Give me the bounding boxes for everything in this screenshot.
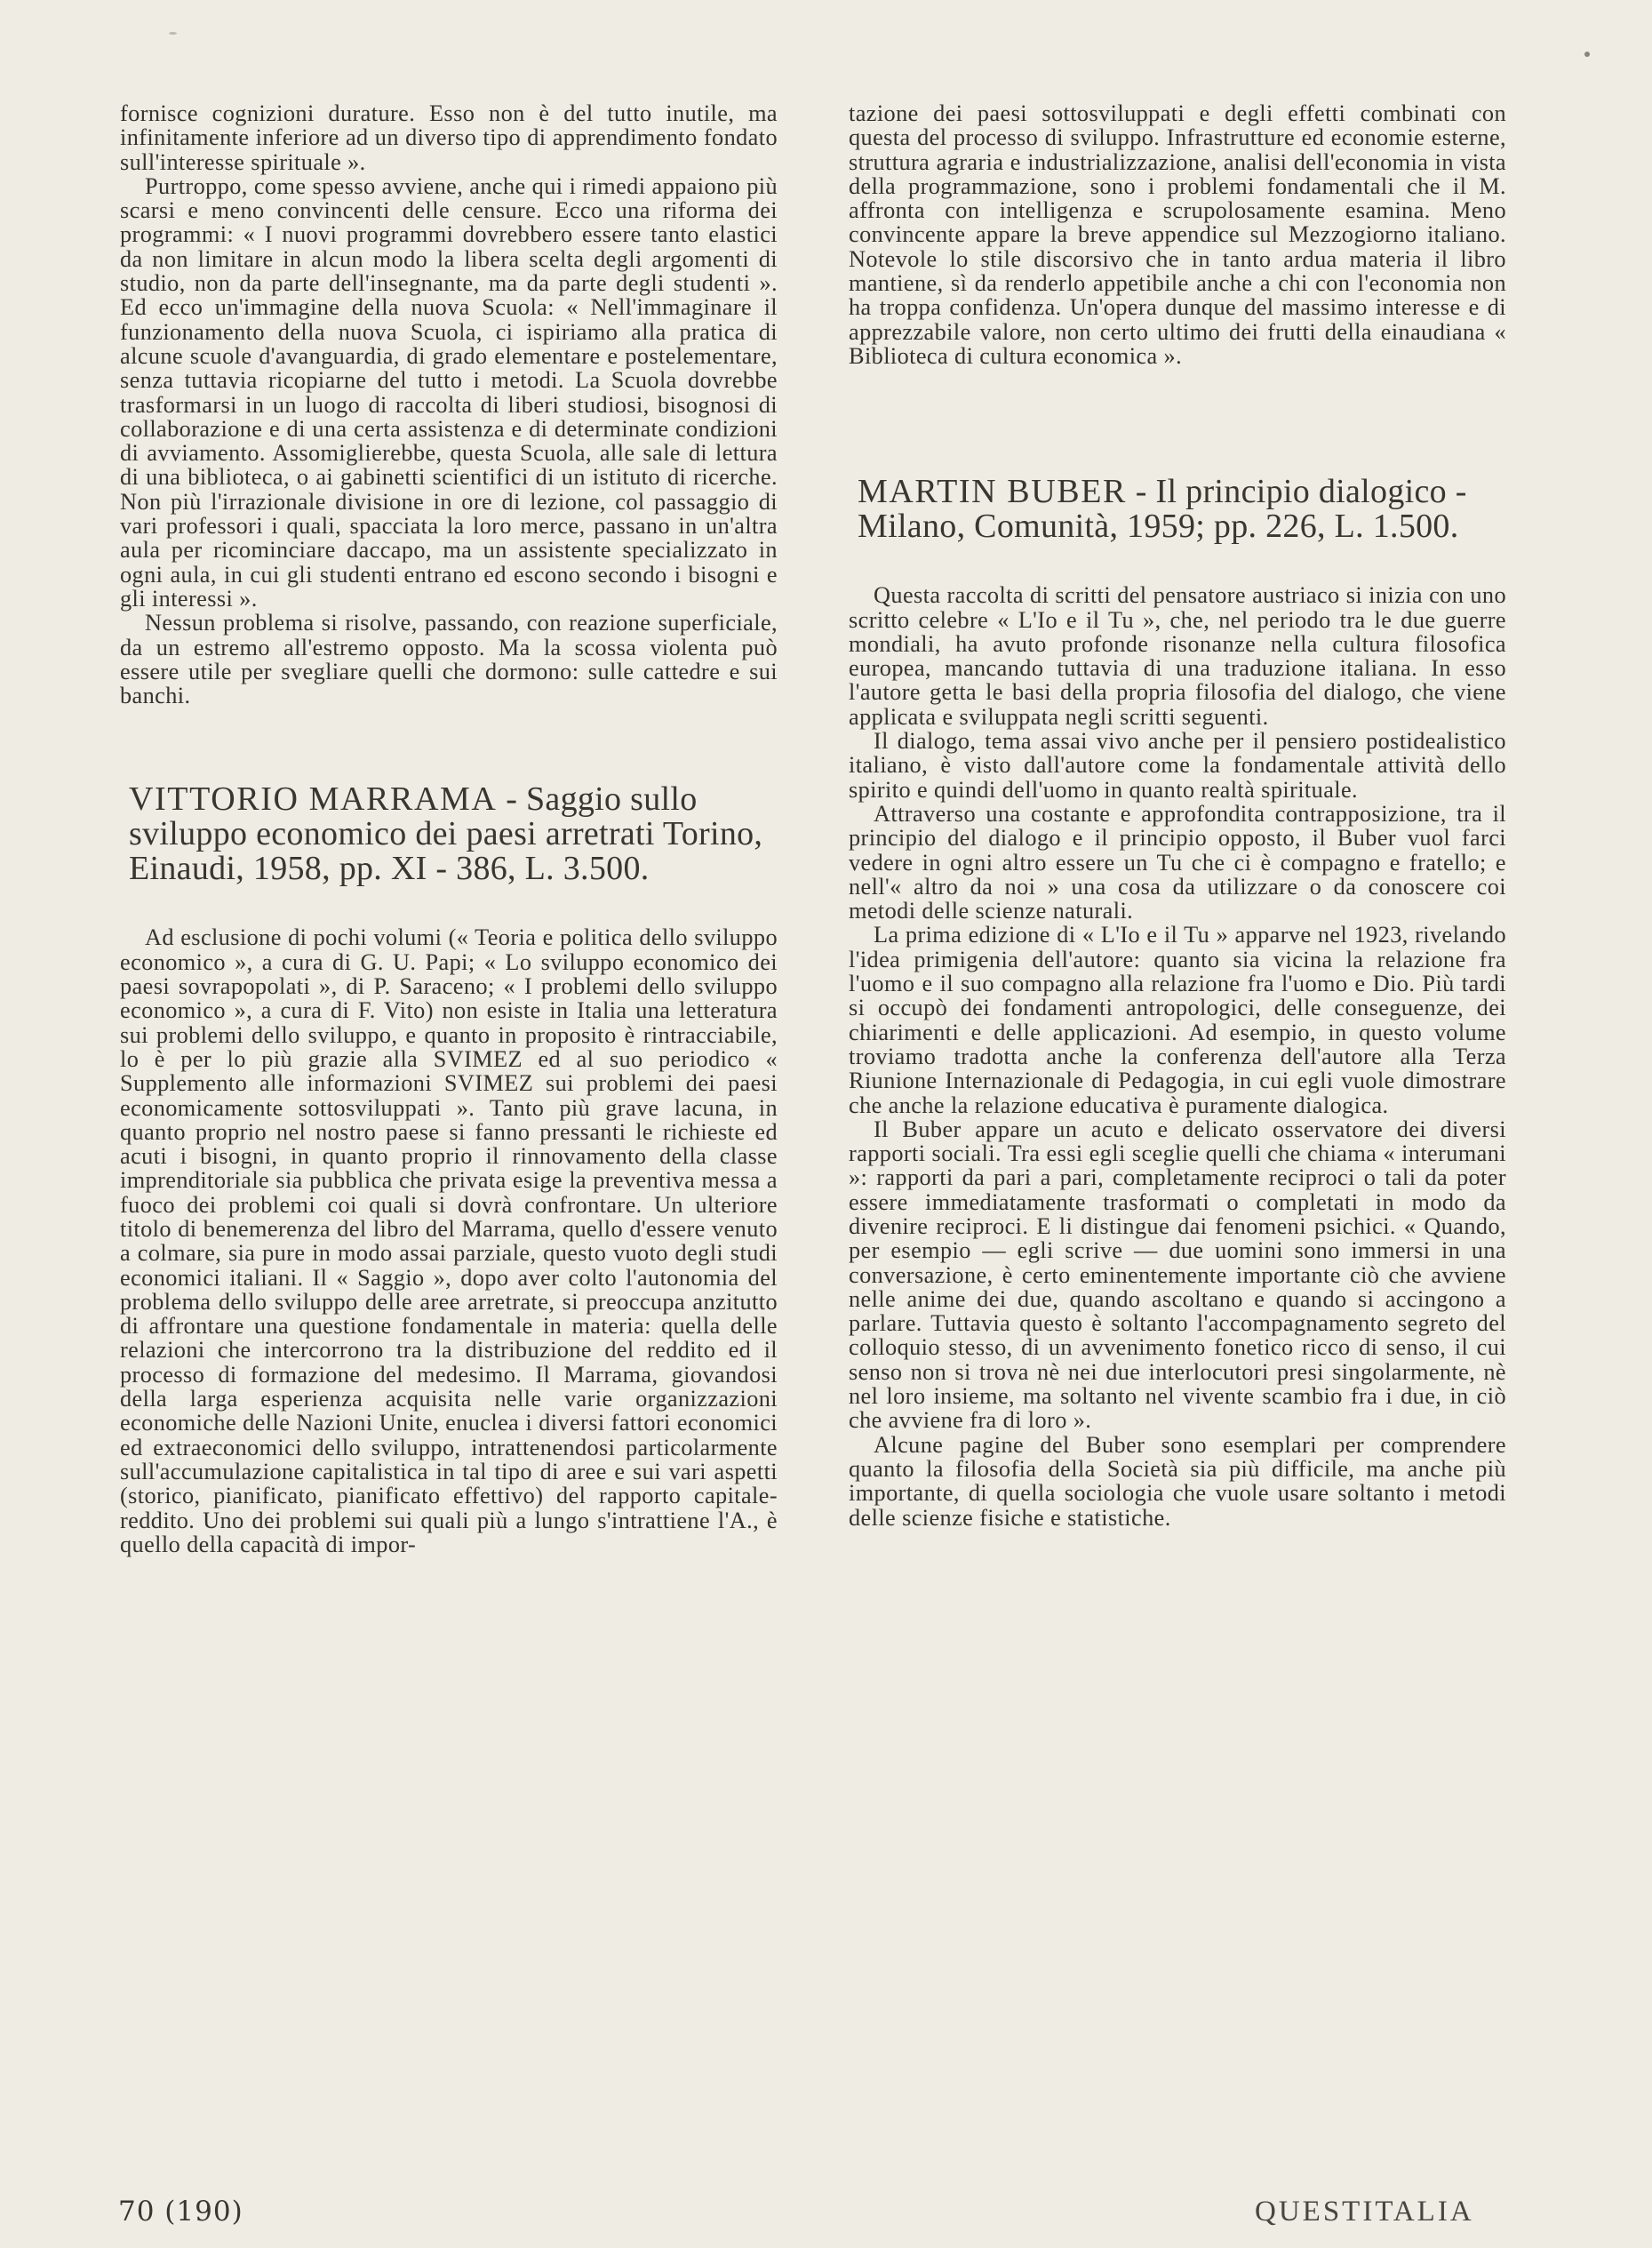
publication-name: QUESTITALIA <box>1255 2196 1474 2228</box>
right-column <box>849 101 1506 1530</box>
left-column <box>120 101 778 1556</box>
review-paragraph: Questa raccolta di scritti del pensatore austriaco si inizia con uno scritto celebre « L'Io e il Tu », che, nel periodo tra le due guerre mondiali, ha avuto profonde risonanze nella cultura filosofica europea, mancando tuttavia di una traduzione italiana. In esso l'autore getta le basi della propria filosofia del dialogo, che viene applicata e sviluppata negli scritti seguenti. <box>849 582 1506 730</box>
body-paragraph: Nessun problema si risolve, passando, con reazione superficiale, da un estremo all'estremo opposto. Ma la scossa violenta può essere utile per svegliare quelli che dormono: sulle cattedre e sui banchi. <box>120 610 778 709</box>
review-bibliography: - Il principio dialogico - Milano, Comunità, 1959; pp. 226, L. 1.500. <box>858 473 1467 546</box>
page-number: 70 (190) <box>118 2196 243 2228</box>
review-paragraph: Il dialogo, tema assai vivo anche per il pensiero postidealistico italiano, è visto dall'autore come la fondamentale attività dello spirito e quindi dell'uomo in quanto realtà spirituale. <box>849 728 1506 803</box>
body-paragraph: fornisce cognizioni durature. Esso non è del tutto inutile, ma infinitamente inferiore ad un diverso tipo di apprendimento fondato sull'interesse spirituale ». <box>120 100 778 175</box>
review-paragraph: Alcune pagine del Buber sono esemplari per comprendere quanto la filosofia della Società sia più difficile, ma anche più importante, di quella sociologia che vuole usare soltanto i metodi delle scienze fisiche e statistiche. <box>849 1431 1506 1531</box>
review-heading-marrama <box>120 782 778 886</box>
body-paragraph: tazione dei paesi sottosviluppati e degli effetti combinati con questa del processo di sviluppo. Infrastrutture ed economie esterne, struttura agraria e industrializzazione, analisi dell'economia in vista della programmazione, sono i problemi fondamentali che il M. affronta con intelligenza e scrupolosamente esamina. Meno convincente appare la breve appendice sul Mezzogiorno italiano. Notevole lo stile discorsivo che in tanto ardua materia il libro mantiene, sì da renderlo appetibile anche a chi con l'economia non ha troppa confidenza. Un'opera dunque del massimo interesse e di apprezzabile valore, non certo ultimo dei frutti della einaudiana « Biblioteca di cultura economica ». <box>849 100 1506 369</box>
review-paragraph: Attraverso una costante e approfondita contrapposizione, tra il principio del dialogo e il principio opposto, il Buber vuol farci vedere in ogni altro essere un Tu che ci è compagno e fratello; e nell'« altro da noi » una cosa da utilizzare o da conoscere coi metodi delle scienze naturali. <box>849 800 1506 924</box>
body-paragraph: Purtroppo, come spesso avviene, anche qui i rimedi appaiono più scarsi e meno convincenti delle censure. Ecco una riforma dei programmi: « I nuovi programmi dovrebbero essere tanto elastici da non limitare in alcun modo la libera scelta degli argomenti di studio, non da parte dell'insegnante, ma da parte degli studenti ». Ed ecco un'immagine della nuova Scuola: « Nell'immaginare il funzionamento della nuova Scuola, ci ispiriamo alla pratica di alcune scuole d'avanguardia, di grado elementare e postelementare, senza tuttavia ricopiarne del tutto i metodi. La Scuola dovrebbe trasformarsi in un luogo di raccolta di liberi studiosi, bisognosi di collaborazione e di una certa assistenza e di determinate condizioni di avviamento. Assomiglierebbe, questa Scuola, alle sale di lettura di una biblioteca, o ai gabinetti scientifici di un istituto di ricerche. Non più l'irrazionale divisione in ore di lezione, col passaggio di vari professori i quali, spacciata la loro merce, passano in un'altra aula per ricominciare daccapo, ma un assistente specializzato in ogni aula, in cui gli studenti entrano ed escono secondo i bisogni e gli interessi ». <box>120 172 778 612</box>
paper-speck <box>169 32 177 35</box>
review-author: MARTIN BUBER <box>858 473 1127 511</box>
review-paragraph: La prima edizione di « L'Io e il Tu » apparve nel 1923, rivelando l'idea primigenia dell'autore: quanto sia vicina la relazione fra l'uomo e il suo compagno alla relazione fra l'uomo e Dio. Più tardi si occupò dei fondamenti antropologici, delle conseguenze, dei chiarimenti e delle applicazioni. Ad esempio, in questo volume troviamo tradotta anche la conferenza dell'autore alla Terza Riunione Internazionale di Pedagogia, in cui egli vuole dimostrare che anche la relazione educativa è puramente dialogica. <box>849 922 1506 1118</box>
review-paragraph: Ad esclusione di pochi volumi (« Teoria e politica dello sviluppo economico », a cura di G. U. Papi; « Lo sviluppo economico dei paesi sovrapopolati », di P. Saraceno; « I problemi dello sviluppo economico », a cura di F. Vito) non esiste in Italia una letteratura sui problemi dello sviluppo, e quanto in proposito è rintracciabile, lo è per lo più grazie alla SVIMEZ ed al suo periodico « Supplemento alle informazioni SVIMEZ sui problemi dei paesi economicamente sottosviluppati ». Tanto più grave lacuna, in quanto proprio nel nostro paese si fanno pressanti le richieste ed acuti i bisogni, in quanto proprio il rinnovamento della classe imprenditoriale sia pubblica che privata esige la preventiva messa a fuoco dei problemi coi quali si dovrà confrontare. Un ulteriore titolo di benemerenza del libro del Marrama, quello d'essere venuto a colmare, sia pure in modo assai parziale, questo vuoto degli studi economici italiani. Il « Saggio », dopo aver colto l'autonomia del problema dello sviluppo delle aree arretrate, si preoccupa anzitutto di affrontare una questione fondamentale in materia: quella delle relazioni che intercorrono tra la distribuzione del reddito ed il processo di formazione del medesimo. Il Marrama, giovandosi della larga esperienza acquisita nelle varie organizzazioni economiche delle Nazioni Unite, enuclea i diversi fattori economici ed extraeconomici dello sviluppo, intrattenendosi particolarmente sull'accumulazione capitalistica in tal tipo di aree e sui vari aspetti (storico, pianificato, pianificato effettivo) del rapporto capitale-reddito. Uno dei problemi sui quali più a lungo s'intrattiene l'A., è quello della capacità di impor- <box>120 924 778 1557</box>
review-heading-buber <box>849 475 1506 544</box>
review-bibliography: - Saggio sullo sviluppo economico dei paesi arretrati Torino, Einaudi, 1958, pp. XI - 386, L. 3.500. <box>129 780 763 888</box>
review-paragraph: Il Buber appare un acuto e delicato osservatore dei diversi rapporti sociali. Tra essi egli sceglie quelli che chiama « interumani »: rapporti da pari a pari, completamente reciproci o tali da poter essere immediatamente trasformati o completati in modo da divenire reciproci. E li distingue dai fenomeni psichici. « Quando, per esempio — egli scrive — due uomini sono immersi in una conversazione, è certo eminentemente importante ciò che avviene nelle anime dei due, quando ascoltano e quando si accingono a parlare. Tuttavia questo è soltanto l'accompagnamento segreto del colloquio stesso, di un avvenimento fonetico ricco di senso, il cui senso non si trova nè nei due interlocutori presi singolarmente, nè nel loro insieme, ma soltanto nel vivente scambio fra i due, in ciò che avviene fra di loro ». <box>849 1116 1506 1434</box>
review-author: VITTORIO MARRAMA <box>129 780 498 819</box>
review-body <box>849 583 1506 1530</box>
paper-speck <box>1584 52 1590 57</box>
